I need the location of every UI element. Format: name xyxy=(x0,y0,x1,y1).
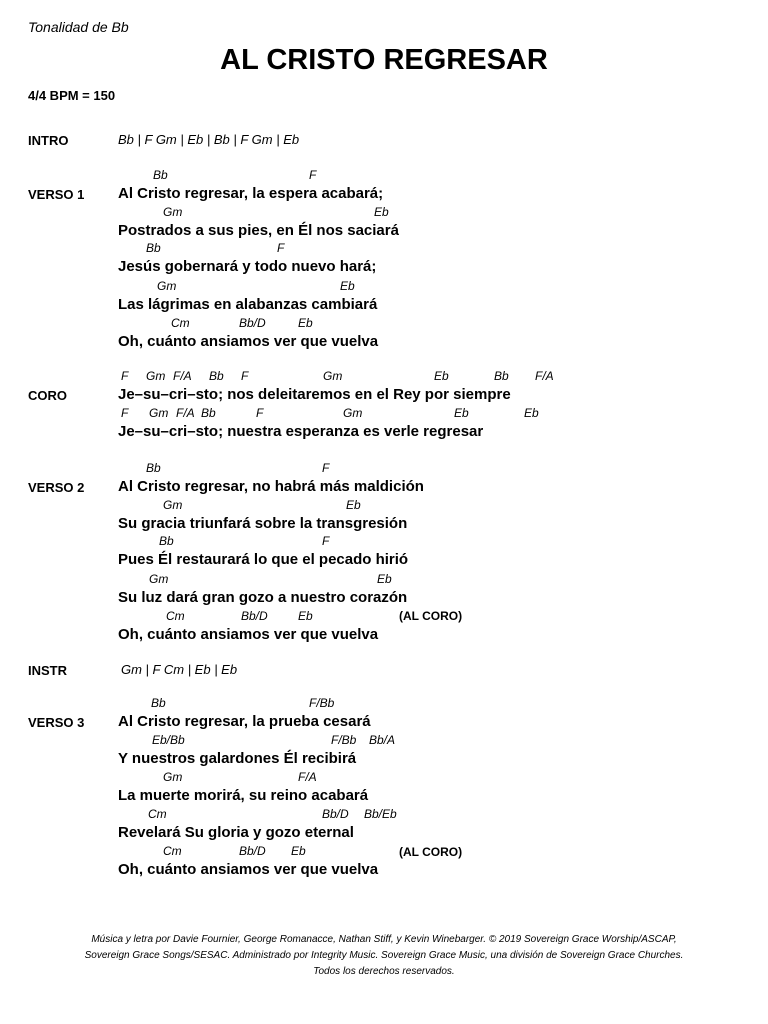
section-label-verso2: VERSO 2 xyxy=(28,480,85,495)
footer-line: Sovereign Grace Songs/SESAC. Administrado por Integrity Music. Sovereign Grace Music, una división de Sovereign Grace Churches. xyxy=(84,950,684,961)
intro-progression: Bb | F Gm | Eb | Bb | F Gm | Eb xyxy=(118,132,300,147)
chord: F xyxy=(322,461,330,475)
song-title: AL CRISTO REGRESAR xyxy=(220,44,548,76)
chord: F xyxy=(241,369,249,383)
chord: Eb xyxy=(298,609,313,623)
chord: Bb xyxy=(159,534,174,548)
chord: Bb xyxy=(209,369,224,383)
chord: F/A xyxy=(176,406,195,420)
chord: Gm xyxy=(323,369,343,383)
footer-line: Música y letra por Davie Fournier, George Romanacce, Nathan Stiff, y Kevin Winebarger. © 2019 Sovereign Grace Worship/ASCAP, xyxy=(91,934,677,945)
chord: Bb/D xyxy=(239,844,266,858)
chord: Eb xyxy=(298,316,313,330)
section-label-verso3: VERSO 3 xyxy=(28,715,85,730)
lyric-line: Al Cristo regresar, la prueba cesará xyxy=(118,713,371,730)
chord: Eb xyxy=(374,205,389,219)
chord: Cm xyxy=(166,609,185,623)
chord: Gm xyxy=(149,572,169,586)
chord: F/A xyxy=(173,369,192,383)
song-tempo: 4/4 BPM = 150 xyxy=(28,88,116,103)
lyric-line: La muerte morirá, su reino acabará xyxy=(118,787,369,804)
section-label-intro: INTRO xyxy=(28,133,69,148)
lyric-line: Pues Él restaurará lo que el pecado hirió xyxy=(118,551,409,568)
chord: Bb xyxy=(201,406,216,420)
lyric-line: Al Cristo regresar, no habrá más maldición xyxy=(118,478,424,495)
section-label-coro: CORO xyxy=(28,388,67,403)
lyric-line: Oh, cuánto ansiamos ver que vuelva xyxy=(118,861,379,878)
chord: Eb xyxy=(434,369,449,383)
lyric-line: Oh, cuánto ansiamos ver que vuelva xyxy=(118,626,379,643)
song-key: Tonalidad de Bb xyxy=(28,19,129,35)
chord: Eb xyxy=(346,498,361,512)
chord: Gm xyxy=(343,406,363,420)
lyric-line: Su luz dará gran gozo a nuestro corazón xyxy=(118,589,408,606)
lyric-line: Je–su–cri–sto; nos deleitaremos en el Rey por siempre xyxy=(118,386,511,403)
chord: F xyxy=(309,168,317,182)
chord: Eb xyxy=(340,279,355,293)
chord: Bb/D xyxy=(239,316,266,330)
copyright-footer xyxy=(34,932,734,980)
footer-line: Todos los derechos reservados. xyxy=(313,966,455,977)
chord: Eb xyxy=(377,572,392,586)
chord: Gm xyxy=(163,205,183,219)
chord: F/A xyxy=(298,770,317,784)
chord: F xyxy=(121,369,129,383)
chord: Cm xyxy=(148,807,167,821)
chord: Bb xyxy=(146,461,161,475)
al-coro-note: (AL CORO) xyxy=(399,845,463,859)
lyric-line: Y nuestros galardones Él recibirá xyxy=(118,750,357,767)
chord: Gm xyxy=(163,770,183,784)
instr-progression: Gm | F Cm | Eb | Eb xyxy=(121,662,238,677)
chord: Bb/D xyxy=(241,609,268,623)
chord: Gm xyxy=(157,279,177,293)
chord: F/Bb xyxy=(331,733,357,747)
lyric-line: Jesús gobernará y todo nuevo hará; xyxy=(118,258,377,275)
chord: Cm xyxy=(171,316,190,330)
lyric-line: Su gracia triunfará sobre la transgresión xyxy=(118,515,408,532)
lyric-line: Postrados a sus pies, en Él nos saciará xyxy=(118,222,399,239)
section-label-verso1: VERSO 1 xyxy=(28,187,85,202)
lyric-line: Revelará Su gloria y gozo eternal xyxy=(118,824,354,841)
chord: Bb xyxy=(153,168,168,182)
chord: Gm xyxy=(149,406,169,420)
chord: Bb/D xyxy=(322,807,349,821)
chord: Gm xyxy=(146,369,166,383)
lyric-line: Je–su–cri–sto; nuestra esperanza es verle regresar xyxy=(118,423,484,440)
chord: F/Bb xyxy=(309,696,335,710)
chord: Bb xyxy=(151,696,166,710)
chord: Bb xyxy=(146,241,161,255)
section-label-instr: INSTR xyxy=(28,663,67,678)
chord: F/A xyxy=(535,369,554,383)
al-coro-note: (AL CORO) xyxy=(399,609,463,623)
chord: F xyxy=(277,241,285,255)
chord: Gm xyxy=(163,498,183,512)
chord: Bb/A xyxy=(369,733,396,747)
lyric-line: Las lágrimas en alabanzas cambiará xyxy=(118,296,378,313)
chord: Bb xyxy=(494,369,509,383)
chord: Eb/Bb xyxy=(152,733,185,747)
chord: Cm xyxy=(163,844,182,858)
chord: F xyxy=(322,534,330,548)
chord: Eb xyxy=(454,406,469,420)
chord: F xyxy=(121,406,129,420)
chord: F xyxy=(256,406,264,420)
chord: Eb xyxy=(524,406,539,420)
chord: Eb xyxy=(291,844,306,858)
chord: Bb/Eb xyxy=(364,807,397,821)
lyric-line: Al Cristo regresar, la espera acabará; xyxy=(118,185,384,202)
lyric-line: Oh, cuánto ansiamos ver que vuelva xyxy=(118,333,379,350)
